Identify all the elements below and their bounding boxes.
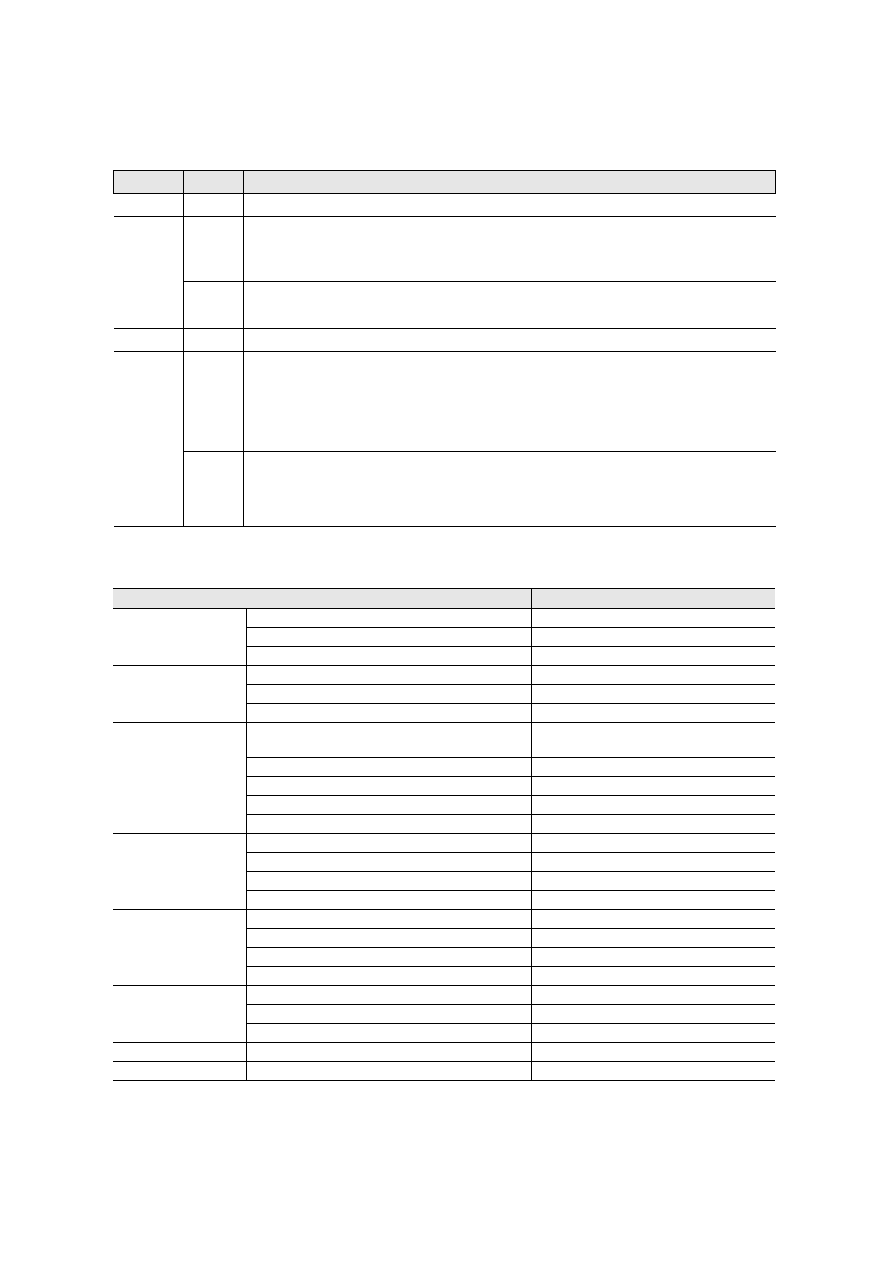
table-two-value-cell bbox=[531, 891, 775, 910]
table-one-desc-cell bbox=[244, 329, 776, 352]
table-two-group-label bbox=[113, 910, 246, 986]
table-one-desc-cell bbox=[244, 217, 776, 282]
table-row bbox=[113, 666, 775, 685]
table-row bbox=[113, 609, 775, 628]
table-two-group-label bbox=[113, 723, 246, 834]
table-one-sub-cell bbox=[184, 329, 244, 352]
table-one-group-cell bbox=[114, 194, 184, 217]
table-two-value-cell bbox=[531, 666, 775, 685]
table-two-param-cell bbox=[246, 685, 531, 704]
table-one-group-cell bbox=[114, 352, 184, 527]
table-two-value-cell bbox=[531, 609, 775, 628]
table-two-param-cell bbox=[246, 834, 531, 853]
table-two-header-cell-2 bbox=[531, 589, 775, 609]
table-two-param-cell bbox=[246, 628, 531, 647]
table-row bbox=[113, 986, 775, 1005]
table-two-group-label bbox=[113, 986, 246, 1043]
table-one-group-cell bbox=[114, 217, 184, 329]
table-two-value-cell bbox=[531, 815, 775, 834]
table-row bbox=[113, 910, 775, 929]
table-two-value-cell bbox=[531, 796, 775, 815]
table-one-sub-cell bbox=[184, 352, 244, 452]
table-two-value-cell bbox=[531, 853, 775, 872]
table-one-sub-cell bbox=[184, 452, 244, 527]
table-two-value-cell bbox=[531, 1043, 775, 1062]
table-two-value-cell bbox=[531, 647, 775, 666]
table-two-group-label bbox=[113, 1062, 246, 1081]
table-two-value-cell bbox=[531, 967, 775, 986]
table-two-value-cell bbox=[531, 872, 775, 891]
table-one-header-row bbox=[114, 171, 776, 194]
table-row bbox=[114, 194, 776, 217]
table-two-group-label bbox=[113, 834, 246, 910]
table-two-value-cell bbox=[531, 834, 775, 853]
table-two-param-cell bbox=[246, 891, 531, 910]
table-two-param-cell bbox=[246, 609, 531, 628]
table-two-group-label bbox=[113, 666, 246, 723]
table-two-param-cell bbox=[246, 1062, 531, 1081]
table-two-value-cell bbox=[531, 1024, 775, 1043]
table-two-param-cell bbox=[246, 1043, 531, 1062]
table-two-value-cell bbox=[531, 948, 775, 967]
table-two-param-cell bbox=[246, 704, 531, 723]
table-two-param-cell bbox=[246, 986, 531, 1005]
table-row bbox=[113, 723, 775, 758]
table-two-value-cell bbox=[531, 704, 775, 723]
table-two-value-cell bbox=[531, 758, 775, 777]
table-one-group-cell bbox=[114, 329, 184, 352]
table-row bbox=[114, 352, 776, 452]
table-one-desc-cell bbox=[244, 352, 776, 452]
table-two-value-cell bbox=[531, 1062, 775, 1081]
table-two-param-cell bbox=[246, 872, 531, 891]
parameter-detail-table bbox=[113, 588, 775, 1081]
table-two-value-cell bbox=[531, 777, 775, 796]
table-two-param-cell bbox=[246, 815, 531, 834]
table-two-value-cell bbox=[531, 628, 775, 647]
table-row bbox=[113, 1043, 775, 1062]
table-two-value-cell bbox=[531, 1005, 775, 1024]
table-row bbox=[113, 834, 775, 853]
table-two-header-row bbox=[113, 589, 775, 609]
table-two-param-cell bbox=[246, 948, 531, 967]
table-row bbox=[114, 452, 776, 527]
table-row bbox=[114, 329, 776, 352]
table-one-desc-cell bbox=[244, 282, 776, 329]
table-row bbox=[114, 282, 776, 329]
table-two-param-cell bbox=[246, 1005, 531, 1024]
table-two-param-cell bbox=[246, 647, 531, 666]
table-row bbox=[113, 1062, 775, 1081]
table-two-param-cell bbox=[246, 910, 531, 929]
table-one-desc-cell bbox=[244, 452, 776, 527]
table-two-group-label bbox=[113, 1043, 246, 1062]
table-two-value-cell bbox=[531, 723, 775, 758]
table-two-param-cell bbox=[246, 723, 531, 758]
table-two-param-cell bbox=[246, 1024, 531, 1043]
table-one-sub-cell bbox=[184, 217, 244, 282]
specification-overview-table bbox=[113, 170, 776, 527]
table-one-desc-cell bbox=[244, 194, 776, 217]
table-one-header-cell-3 bbox=[244, 171, 776, 194]
table-two-param-cell bbox=[246, 666, 531, 685]
table-two-param-cell bbox=[246, 967, 531, 986]
table-two-param-cell bbox=[246, 796, 531, 815]
table-two-param-cell bbox=[246, 853, 531, 872]
table-one-header-cell-2 bbox=[184, 171, 244, 194]
table-two-value-cell bbox=[531, 929, 775, 948]
table-row bbox=[114, 217, 776, 282]
table-two-value-cell bbox=[531, 986, 775, 1005]
table-one-sub-cell bbox=[184, 282, 244, 329]
table-two-header-cell-1 bbox=[113, 589, 531, 609]
table-one-sub-cell bbox=[184, 194, 244, 217]
table-two-param-cell bbox=[246, 777, 531, 796]
table-two-value-cell bbox=[531, 910, 775, 929]
table-two-value-cell bbox=[531, 685, 775, 704]
table-two-group-label bbox=[113, 609, 246, 666]
table-two-param-cell bbox=[246, 758, 531, 777]
table-one-header-cell-1 bbox=[114, 171, 184, 194]
table-two-param-cell bbox=[246, 929, 531, 948]
